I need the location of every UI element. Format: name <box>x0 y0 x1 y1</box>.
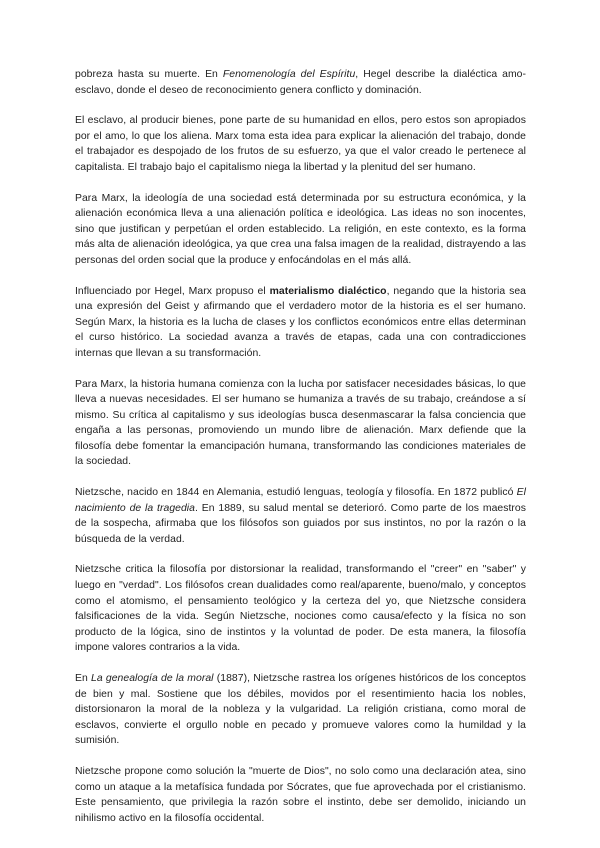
text-run: Para Marx, la historia humana comienza con la lucha por satisfacer necesidades básicas, lo que lleva a nuevas necesidades. El ser humano se humaniza a través de su trabajo, creándose a sí mismo. Su crítica al capitalismo y sus ideologías busca desenmascarar la falsa conciencia que engaña a las personas, promoviendo un mundo libre de alienación. Marx defiende que la filosofía debe fomentar la emancipación humana, transformando las condiciones materiales de la sociedad. <box>75 378 526 468</box>
text-run: Nietzsche, nacido en 1844 en Alemania, estudió lenguas, teología y filosofía. En 1872 publicó <box>75 487 517 499</box>
paragraph <box>75 191 526 269</box>
paragraph <box>75 67 526 98</box>
paragraph <box>75 377 526 471</box>
italic-title: El nacimiento de la tragedia <box>75 487 526 514</box>
text-run: Influenciado por Hegel, Marx propuso el <box>75 285 270 297</box>
text-run: . En 1889, su salud mental se deterioró. Como parte de los maestros de la sospecha, afirmaba que los filósofos son guiados por sus instintos, no por la razón o la búsqueda de la verdad. <box>75 502 526 545</box>
paragraph <box>75 284 526 362</box>
bold-term: materialismo dialéctico <box>269 285 387 297</box>
text-run: El esclavo, al producir bienes, pone parte de su humanidad en ellos, pero estos son apropiados por el amo, lo que los aliena. Marx toma esta idea para explicar la alienación del trabajo, donde el trabajador es despojado de los frutos de su esfuerzo, ya que el valor creado le pertenece al capitalista. El trabajo bajo el capitalismo niega la libertad y la plenitud del ser humano. <box>75 115 526 173</box>
text-run: En <box>75 673 92 684</box>
document-body <box>75 67 526 826</box>
text-run: , Hegel describe la dialéctica amo-esclavo, donde el deseo de reconocimiento genera conflicto y dominación. <box>75 69 527 96</box>
italic-title: Fenomenología del Espíritu <box>222 69 356 80</box>
text-run: (1887), Nietzsche rastrea los orígenes históricos de los conceptos de bien y mal. Sostiene que los débiles, movidos por el resentimiento hacia los nobles, distorsionaron la moral de la nobleza y la vulgaridad. La religión cristiana, como moral de esclavos, convierte el orgullo noble en pecado y promueve valores como la humildad y la sumisión. <box>75 673 526 747</box>
text-run: pobreza hasta su muerte. En <box>75 69 223 80</box>
paragraph <box>75 562 526 656</box>
paragraph <box>75 764 526 826</box>
paragraph <box>75 485 526 547</box>
italic-title: La genealogía de la moral <box>91 673 214 684</box>
text-run: Nietzsche critica la filosofía por distorsionar la realidad, transformando el "creer" en "saber" y luego en "verdad". Los filósofos crean dualidades como real/aparente, bueno/malo, y conceptos como el atomismo, el pensamiento teológico y la certeza del yo, que Nietzsche considera falsificaciones de la vida. Según Nietzsche, nociones como causa/efecto y la física no son producto de la lógica, sino de instintos y la voluntad de poder. De esta manera, la filosofía impone valores contrarios a la vida. <box>75 564 526 654</box>
paragraph <box>75 671 526 749</box>
text-run: Nietzsche propone como solución la "muerte de Dios", no solo como una declaración atea, sino como un ataque a la metafísica fundada por Sócrates, que fue aprovechada por el cristianismo. Este pensamiento, que privilegia la razón sobre el instinto, debe ser demolido, iniciando un nihilismo activo en la filosofía occidental. <box>75 765 526 824</box>
text-run: , negando que la historia sea una expresión del Geist y afirmando que el verdadero motor de la historia es el ser humano. Según Marx, la historia es la lucha de clases y los conflictos económicos entre ellas determinan el curso histórico. La sociedad avanza a través de etapas, cada una con contradicciones internas que llevan a su transformación. <box>75 285 526 359</box>
paragraph <box>75 113 526 175</box>
text-run: Para Marx, la ideología de una sociedad está determinada por su estructura económica, y la alienación económica lleva a una alienación política e ideológica. Las ideas no son inocentes, sino que justifican y perpetúan el orden establecido. La religión, en este contexto, es la forma más alta de alienación ideológica, ya que crea una falsa imagen de la realidad, distrayendo a las personas del orden social que la produce y enfocándolas en el más allá. <box>75 192 526 266</box>
